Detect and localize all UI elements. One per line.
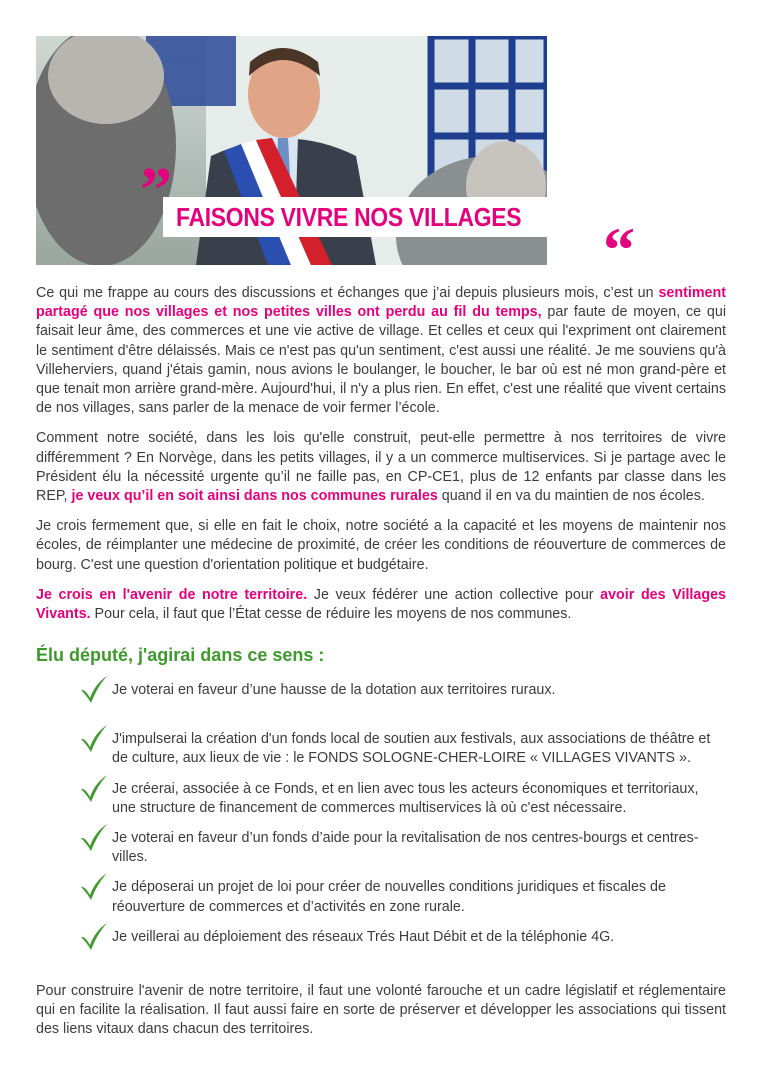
list-item <box>36 878 726 916</box>
paragraph-2 <box>36 429 726 506</box>
text-segment: par faute de moyen, ce qui faisait leur âme, des commerces et une vie active de village. Et celles et ceux qui l'expriment ont clairement le sentiment d'être délaissés. Mais ce n'est pas qu'un sentiment, c'est aussi une réalité. Je me souviens qu'à Villeherviers, quand j'étais gamin, nous avions le boulanger, le boucher, le bar où est né mon grand-père et que tenait mon arrière grand-mère. Aujourd'hui, il n'y a plus rien. En effet, c'est une réalité que vivent certains de nos villages, sans parler de la menace de voir fermer l’école. <box>36 304 726 417</box>
paragraph-1 <box>36 284 726 418</box>
text-segment: Comment notre société, dans les lois qu'elle construit, peut-elle permettre à nos territoires de vivre différemment ? En Norvège, dans les petits villages, il y a un commerce multiservices. Si je partage avec le Président élu la nécessité urgente qu’il ne faille pas, en CP-CE1, plus de 12 enfants par classe dans les REP, <box>36 430 726 505</box>
list-item-text: Je créerai, associée à ce Fonds, et en lien avec tous les acteurs économiques et territoriaux, une structure de financement de commerces multiservices là où c'est nécessaire. <box>112 780 699 816</box>
list-item-text: Je veillerai au déploiement des réseaux Trés Haut Débit et de la téléphonie 4G. <box>112 928 615 945</box>
open-quote-mark: ” <box>140 154 172 225</box>
list-item <box>36 730 726 768</box>
list-item-text: Je voterai en faveur d’une hausse de la dotation aux territoires ruraux. <box>112 682 556 699</box>
highlight-segment: sentiment partagé que nos villages et nos petites villes ont perdu au fil du temps, <box>36 285 726 321</box>
list-item-text: Je voterai en faveur d’un fonds d’aide pour la revitalisation de nos centres-bourgs et centres-villes. <box>112 830 699 866</box>
list-item-text: J'impulserai la création d'un fonds local de soutien aux festivals, aux associations de théâtre et de culture, aux lieux de vie : le FONDS SOLOGNE-CHER-LOIRE « VILLAGES VIVANTS ». <box>112 731 711 767</box>
text-segment: Ce qui me frappe au cours des discussions et échanges que j’ai depuis plusieurs mois, c’est un <box>36 285 659 301</box>
paragraph-3 <box>36 517 726 575</box>
list-item <box>36 829 726 867</box>
list-item <box>36 681 726 719</box>
text-segment: Pour cela, il faut que l’État cesse de réduire les moyens de nos communes. <box>90 606 572 623</box>
text-segment: Je veux fédérer une action collective pour <box>307 586 601 603</box>
closing-paragraph: Pour construire l'avenir de notre territoire, il faut une volonté farouche et un cadre législatif et réglementaire qui en facilite la réalisation. Il faut aussi faire en sorte de préserver et développer les associations qui tissent des liens vitaux dans chacun des territoires. <box>36 982 726 1038</box>
checkmark-icon <box>78 922 108 952</box>
checkmark-icon <box>78 724 108 754</box>
article-body <box>36 284 726 1050</box>
checkmark-icon <box>78 675 108 705</box>
commitments-list <box>36 681 726 966</box>
checkmark-icon <box>78 823 108 853</box>
list-item <box>36 780 726 818</box>
checkmark-icon <box>78 774 108 804</box>
page-title: FAISONS VIVRE NOS VILLAGES <box>176 202 522 232</box>
highlight-segment: je veux qu’il en soit ainsi dans nos communes rurales <box>71 488 438 505</box>
close-quote-mark: “ <box>603 214 635 285</box>
list-item <box>36 928 726 966</box>
highlight-segment: avoir des Villages Vivants. <box>36 586 726 623</box>
list-item-text: Je déposerai un projet de loi pour créer de nouvelles conditions juridiques et fiscales de réouverture de commerces et d’activités en zone rurale. <box>112 879 666 915</box>
text-segment: quand il en va du maintien de nos écoles. <box>437 488 705 505</box>
highlight-segment: Je crois en l'avenir de notre territoire. <box>36 586 308 603</box>
text-segment: Je crois fermement que, si elle en fait le choix, notre société a la capacité et les moyens de maintenir nos écoles, de réimplanter une médecine de proximité, de créer les conditions de réouverture de commerces de bourg. C'est une question d'orientation politique et budgétaire. <box>36 518 726 573</box>
commitments-title: Élu député, j'agirai dans ce sens : <box>36 645 325 666</box>
paragraph-4 <box>36 586 726 624</box>
checkmark-icon <box>78 872 108 902</box>
